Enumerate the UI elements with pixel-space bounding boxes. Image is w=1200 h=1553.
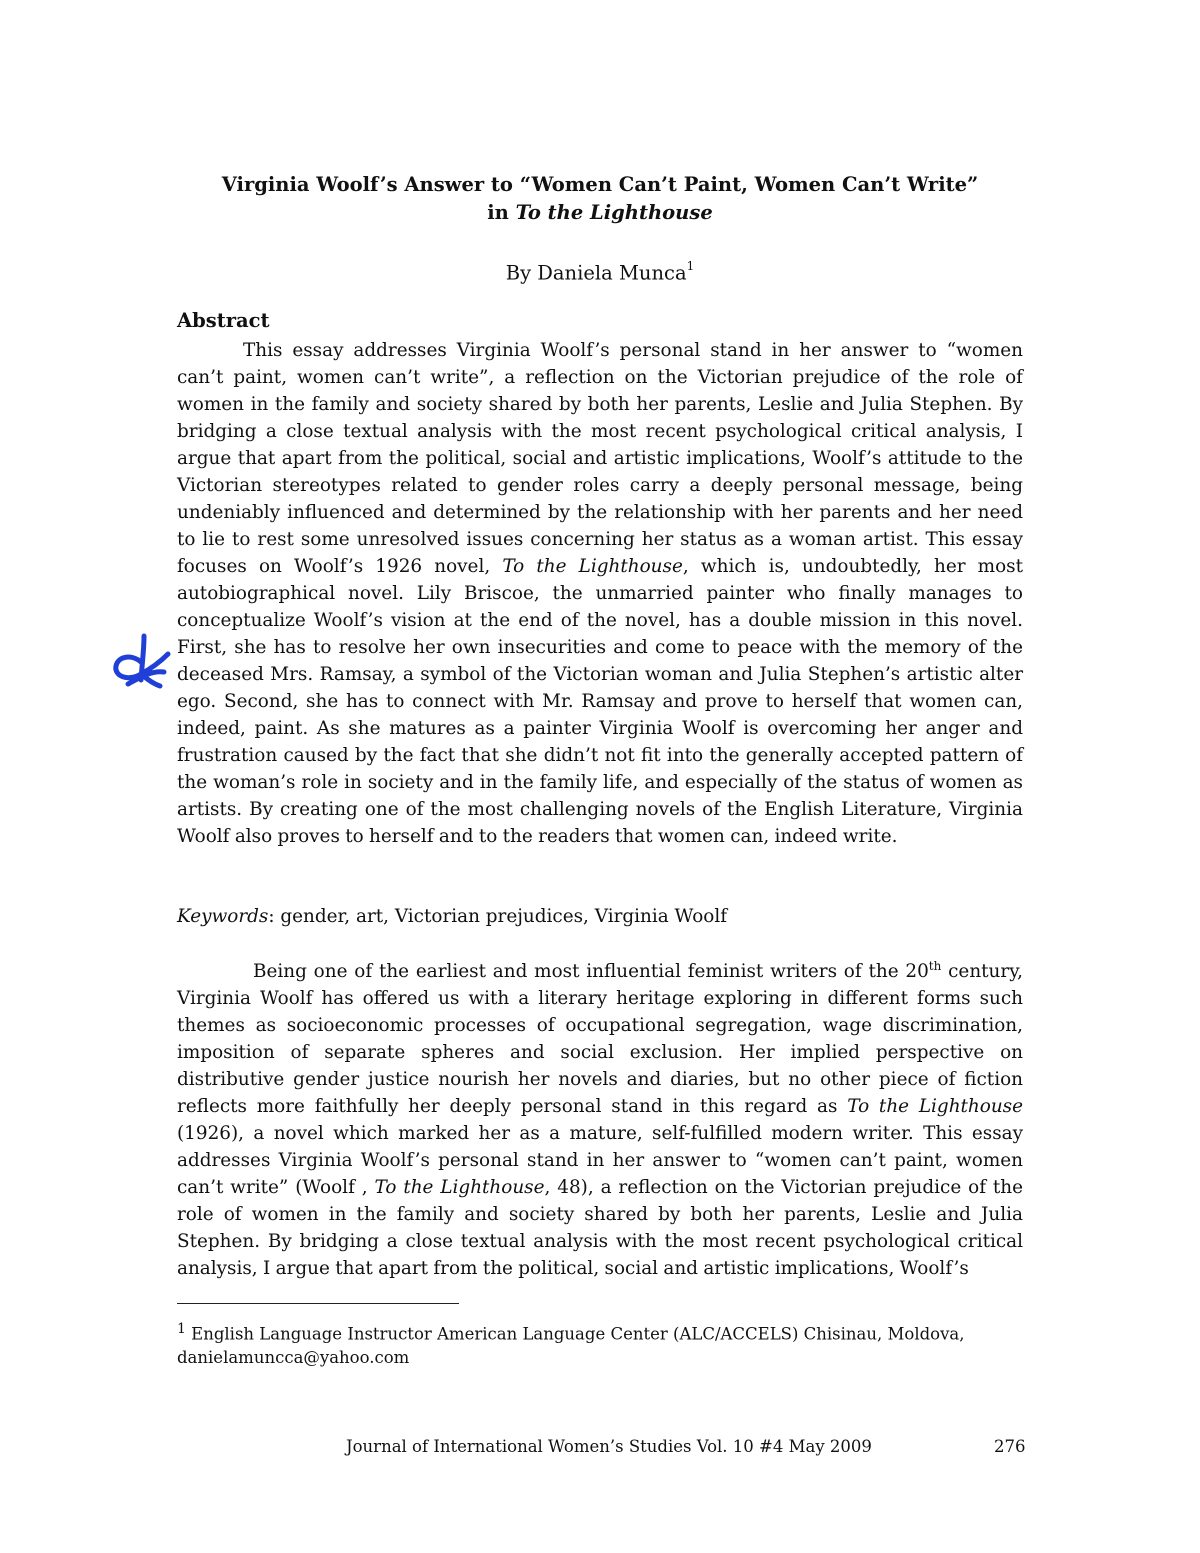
abstract-text-2: , which is, undoubtedly, her most autobiographical novel. Lily Briscoe, the unmarried painter who finally manages to conceptualize Woolf’s vision at the end of the novel, has a double mission in this novel. First, she has to resolve her own insecurities and come to peace with the memory of the deceased Mrs. Ramsay, a symbol of the Victorian woman and Julia Stephen’s artistic alter ego. Second, she has to connect with Mr. Ramsay and prove to herself that women can, indeed, paint. As she matures as a painter Virginia Woolf is overcoming her anger and frustration caused by the fact that she didn’t not fit into the generally accepted pattern of the woman’s role in society and in the family life, and especially of the status of women as artists. By creating one of the most challenging novels of the English Literature, Virginia Woolf also proves to herself and to the readers that women can, indeed write. xyxy=(177,556,1023,847)
footnote-email: danielamuncca@yahoo.com xyxy=(177,1347,410,1367)
footnote-ref: 1 xyxy=(686,259,695,273)
abstract-text-1: This essay addresses Virginia Woolf’s personal stand in her answer to “women can’t paint, women can’t write”, a reflection on the Victorian prejudice of the role of women in the family and society shared by both her parents, Leslie and Julia Stephen. By bridging a close textual analysis with the most recent psychological critical analysis, I argue that apart from the political, social and artistic implications, Woolf’s attitude to the Victorian stereotypes related to gender roles carry a deeply personal message, being undeniably influenced and determined by the relationship with her parents and her need to lie to rest some unresolved issues concerning her status as a woman artist. This essay focuses on Woolf’s 1926 novel, xyxy=(177,340,1023,577)
abstract-heading: Abstract xyxy=(177,309,270,332)
body-italic-2: To the Lighthouse xyxy=(374,1177,545,1198)
body-sup: th xyxy=(928,958,942,973)
footnote-text: English Language Instructor American Language Center (ALC/ACCELS) Chisinau, Moldova, xyxy=(185,1324,965,1344)
footnote-line-1 xyxy=(177,1318,1023,1346)
footnote-marker: 1 xyxy=(177,1321,186,1337)
footnote xyxy=(177,1318,1023,1369)
body-text-3: (1926), a novel which marked her as a mature, self-fulfilled modern writer. This essay addresses Virginia Woolf’s personal stand in her answer to “women can’t paint, women can’t write” (Woolf , xyxy=(177,1123,1023,1198)
body-text-1: Being one of the earliest and most influential feminist writers of the 20 xyxy=(253,961,929,982)
body-paragraph xyxy=(177,958,1023,1282)
article-title-line2 xyxy=(0,201,1200,225)
article-title: Virginia Woolf’s Answer to “Women Can’t Paint, Women Can’t Write” xyxy=(221,173,979,196)
keywords-line xyxy=(177,903,727,930)
footnote-rule xyxy=(177,1303,459,1304)
handwritten-mark-icon xyxy=(108,632,174,698)
title-italic: To the Lighthouse xyxy=(515,201,713,224)
title-prefix: in xyxy=(487,201,516,224)
journal-footer: Journal of International Women’s Studies Vol. 10 #4 May 2009 xyxy=(346,1437,872,1456)
author-byline xyxy=(0,256,1200,286)
abstract-paragraph xyxy=(177,337,1023,850)
keywords-label: Keywords xyxy=(177,906,269,927)
page-number: 276 xyxy=(994,1437,1026,1456)
body-text-4: , 48), a reflection on the Victorian prejudice of the role of women in the family and society shared by both her parents, Leslie and Julia Stephen. By bridging a close textual analysis with the most recent psychological critical analysis, I argue that apart from the political, social and artistic implications, Woolf’s xyxy=(177,1177,1024,1279)
keywords-text: : gender, art, Victorian prejudices, Virginia Woolf xyxy=(268,906,728,927)
body-italic-1: To the Lighthouse xyxy=(847,1096,1024,1117)
body-text-2: century, Virginia Woolf has offered us with a literary heritage exploring in different forms such themes as socioeconomic processes of occupational segregation, wage discrimination, imposition of separate spheres and social exclusion. Her implied perspective on distributive gender justice nourish her novels and diaries, but no other piece of fiction reflects more faithfully her deeply personal stand in this regard as xyxy=(177,961,1023,1117)
author-name: By Daniela Munca xyxy=(505,261,687,285)
abstract-italic: To the Lighthouse xyxy=(502,556,683,577)
